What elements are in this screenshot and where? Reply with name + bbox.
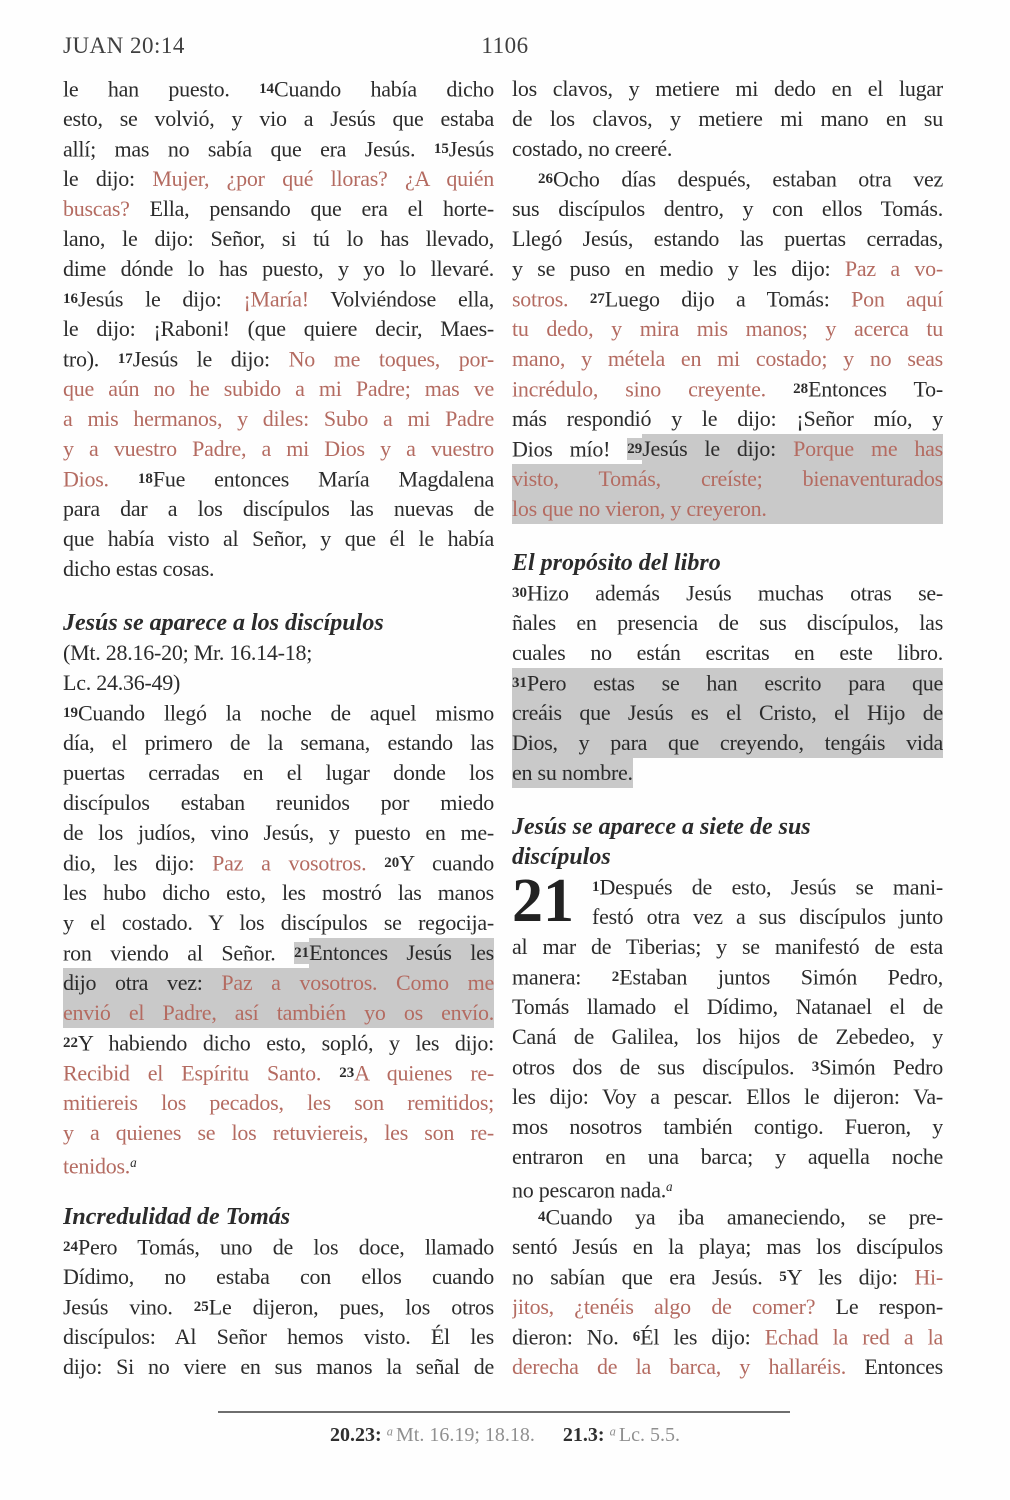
spacer (512, 524, 943, 548)
text-line (63, 194, 494, 224)
text-line (63, 104, 494, 134)
text-line (63, 878, 494, 908)
text-line (512, 104, 943, 134)
text-line (63, 1118, 494, 1148)
verse-number: 21 (294, 942, 309, 964)
text-line (512, 668, 943, 698)
spacer (63, 1178, 494, 1202)
body-text: dime dónde lo has puesto, y yo lo llevaré. (63, 256, 494, 281)
body-text: esto, se volvió, y vio a Jesús que estaba (63, 106, 494, 131)
text-line (512, 434, 943, 464)
text-line (512, 1322, 943, 1352)
text-line (63, 74, 494, 104)
body-text: mos nosotros también contigo. Fueron, y (512, 1114, 943, 1139)
verse-number: 19 (63, 705, 78, 721)
text-line (63, 1352, 494, 1382)
red-letter-text: Mujer, ¿por qué lloras? ¿A quién (152, 166, 494, 191)
body-text: Luego dijo a Tomás: (604, 286, 852, 312)
text-line (512, 962, 943, 992)
verse-number: 1 (592, 879, 600, 895)
text-column-right (512, 74, 943, 1382)
footnote-marker: a (386, 1424, 396, 1438)
red-letter-text: tu dedo, y mira mis manos; y acerca tu (512, 316, 943, 341)
body-text: Simón Pedro (819, 1054, 943, 1080)
body-text: creáis que Jesús es el Cristo, el Hijo de (512, 700, 943, 725)
body-text: otros dos de sus discípulos. (512, 1054, 812, 1080)
red-letter-text: a mis hermanos, y diles: Subo a mi Padre (63, 406, 494, 431)
body-text: dio, les dijo: (63, 850, 213, 876)
body-text: Ocho días después, estaban otra vez (552, 166, 943, 192)
text-line (63, 1058, 494, 1088)
text-line (63, 134, 494, 164)
body-text: que había visto al Señor, y que él le había (63, 526, 494, 551)
footnote-verse-ref: 20.23: (330, 1423, 387, 1446)
body-text: ñales en presencia de sus discípulos, las (512, 610, 943, 635)
body-text: le dijo: (63, 166, 153, 191)
red-letter-text: jitos, ¿tenéis algo de comer? (512, 1294, 836, 1319)
text-line (512, 1232, 943, 1262)
text-line (512, 494, 943, 524)
red-letter-text: Hi- (914, 1264, 943, 1290)
body-text: en su nombre. (512, 758, 633, 788)
red-letter-text: mano, y métela en mi costado; y no seas (512, 346, 943, 371)
body-text: y se puso en medio y les dijo: (512, 256, 845, 281)
body-text: dijo otra vez: (63, 970, 222, 995)
red-letter-text: derecha de la barca, y hallaréis. (512, 1354, 865, 1379)
text-line (512, 1022, 943, 1052)
body-text: Después de esto, Jesús se mani- (599, 874, 943, 900)
body-text: dieron: No. (512, 1324, 633, 1350)
body-text: Dios, y para que creyendo, tengáis vida (512, 730, 943, 755)
body-text: Jesús le dijo: (77, 286, 244, 312)
body-text: al mar de Tiberias; y se manifestó de esta (512, 934, 943, 959)
body-text: Entonces (864, 1354, 943, 1379)
body-text: discípulos: Al Señor hemos visto. Él les (63, 1324, 494, 1349)
body-text: no sabían que era Jesús. (512, 1264, 780, 1290)
body-text: de los judíos, vino Jesús, y puesto en me- (63, 820, 494, 845)
verse-number: 22 (63, 1035, 78, 1051)
text-line (592, 872, 943, 902)
text-line (63, 788, 494, 818)
section-heading: El propósito del libro (512, 550, 721, 576)
body-text: más respondió y le dijo: ¡Señor mío, y (512, 406, 943, 431)
body-text: para dar a los discípulos las nuevas de (63, 496, 494, 521)
footnote-cross-reference: Mt. 16.19; 18.18. (396, 1423, 535, 1446)
body-text: le dijo: ¡Raboni! (que quiere decir, Maes- (63, 316, 494, 341)
red-letter-text: visto, Tomás, creíste; bienaventurados (512, 466, 943, 491)
body-text: Y les dijo: (786, 1264, 915, 1290)
body-text: Dios mío! (512, 436, 628, 462)
spacer (512, 788, 943, 812)
text-line (512, 194, 943, 224)
body-text: tro). (63, 346, 118, 372)
text-line (63, 284, 494, 314)
text-line (63, 1088, 494, 1118)
red-letter-text: Recibid el Espíritu Santo. (63, 1060, 340, 1086)
text-line (63, 818, 494, 848)
text-line (63, 314, 494, 344)
body-text: Entonces Jesús les (309, 938, 494, 968)
red-letter-text: Paz a vosotros. (212, 850, 385, 876)
section-heading: Jesús se aparece a siete de sus (512, 814, 811, 840)
text-line (512, 374, 943, 404)
text-line (512, 1202, 943, 1232)
text-line (512, 608, 943, 638)
text-line (63, 374, 494, 404)
text-line (63, 494, 494, 524)
text-line (512, 1292, 943, 1322)
chapter-number-drop-cap: 21 (512, 867, 574, 935)
body-text: costado, no creeré. (512, 136, 673, 161)
text-line (512, 164, 943, 194)
verse-number: 5 (779, 1269, 787, 1285)
text-line (63, 1232, 494, 1262)
body-text: Hizo además Jesús muchas otras se- (526, 580, 943, 606)
red-letter-text: Pon aquí (851, 286, 943, 312)
verse-number: 28 (793, 381, 809, 397)
parallel-passage-refs: (Mt. 28.16-20; Mr. 16.14-18; (63, 640, 313, 665)
body-text: día, el primero de la semana, estando las (63, 730, 494, 755)
text-line (512, 1262, 943, 1292)
text-line (63, 1262, 494, 1292)
red-letter-text: A quienes re- (354, 1060, 494, 1086)
text-line (63, 698, 494, 728)
text-line (63, 848, 494, 878)
text-line (512, 344, 943, 374)
body-text: Llegó Jesús, estando las puertas cerradas, (512, 226, 943, 251)
red-letter-text: Echad la red a la (764, 1324, 943, 1350)
text-line (512, 992, 943, 1022)
text-line (63, 1292, 494, 1322)
body-text: sus discípulos dentro, y con ellos Tomás. (512, 196, 943, 221)
red-letter-text: Dios. (63, 466, 138, 492)
red-letter-text: No me toques, por- (288, 346, 494, 372)
verse-number: 17 (117, 351, 133, 367)
footnote-marker: a (609, 1424, 619, 1438)
verse-number: 18 (137, 471, 153, 487)
text-line (63, 404, 494, 434)
body-text: Entonces To- (808, 376, 943, 402)
text-line (63, 998, 494, 1028)
text-line (512, 284, 943, 314)
red-letter-text: Paz a vosotros. Como me (221, 970, 494, 995)
text-line (512, 1082, 943, 1112)
section-heading: discípulos (512, 844, 611, 870)
footnote-references (0, 1418, 1010, 1448)
text-line (512, 74, 943, 104)
verse-number: 30 (512, 585, 527, 601)
verse-number: 29 (627, 438, 642, 460)
body-text: de los clavos, y metiere mi mano en su (512, 106, 943, 131)
text-line (63, 344, 494, 374)
text-line (63, 1028, 494, 1058)
text-line (63, 224, 494, 254)
text-line (63, 434, 494, 464)
text-line (63, 254, 494, 284)
verse-number: 24 (63, 1239, 78, 1255)
text-line (512, 464, 943, 494)
red-letter-text: que aún no he subido a mi Padre; mas ve (63, 376, 494, 401)
text-line (63, 464, 494, 494)
body-text: puertas cerradas en el lugar donde los (63, 760, 494, 785)
body-text: dijo: Si no viere en sus manos la señal de (63, 1354, 494, 1379)
body-text: lano, le dijo: Señor, si tú lo has llevado, (63, 226, 494, 251)
body-text: ron viendo al Señor. (63, 940, 295, 966)
page-number: 1106 (481, 33, 529, 58)
verse-number: 27 (589, 291, 605, 307)
red-letter-text: ¡María! (243, 286, 309, 312)
red-letter-text: Porque me has (793, 434, 943, 464)
body-text: Ella, pensando que era el horte- (129, 196, 494, 221)
body-text: Le respon- (835, 1294, 943, 1319)
body-text: Jesús vino. (63, 1294, 194, 1320)
body-text: Cuando llegó la noche de aquel mismo (77, 700, 494, 726)
red-letter-text: envió el Padre, así también yo os envío. (63, 1000, 494, 1025)
body-text: Pero Tomás, uno de los doce, llamado (77, 1234, 494, 1260)
footnote-ref (330, 1424, 535, 1446)
text-line (512, 1352, 943, 1382)
body-text: manera: (512, 964, 612, 990)
text-line (512, 224, 943, 254)
body-text: Él les dijo: (640, 1324, 765, 1350)
red-letter-text: tenidos. (63, 1153, 131, 1178)
text-line (63, 728, 494, 758)
body-text: Cuando había dicho (274, 76, 494, 102)
red-letter-text: y a quienes se los retuviereis, les son re- (63, 1120, 494, 1145)
red-letter-text: Paz a vo- (844, 256, 943, 281)
section-heading: Jesús se aparece a los discípulos (63, 610, 384, 636)
text-line (512, 698, 943, 728)
body-text: festó otra vez a sus discípulos junto (592, 904, 943, 929)
body-text: Jesús (448, 136, 494, 162)
body-text: Dídimo, no estaba con ellos cuando (63, 1264, 494, 1289)
text-line (512, 932, 943, 962)
text-line (512, 758, 943, 788)
text-line (63, 1322, 494, 1352)
text-line (63, 938, 494, 968)
verse-number: 15 (433, 141, 449, 157)
body-text: Volviéndose ella, (308, 286, 494, 312)
red-letter-text: mitiereis los pecados, les son remitidos; (63, 1090, 494, 1115)
verse-number: 20 (384, 855, 400, 871)
body-text: Fue entonces María Magdalena (152, 466, 494, 492)
text-line (512, 728, 943, 758)
text-line (63, 908, 494, 938)
text-line (512, 134, 943, 164)
body-text: Pero estas se han escrito para que (526, 670, 943, 696)
red-letter-text: buscas? (63, 196, 130, 221)
text-line (63, 554, 494, 584)
footnote-divider-rule (218, 1411, 790, 1413)
red-letter-text: los que no vieron, y creyeron. (512, 496, 767, 521)
body-text: Jesús le dijo: (132, 346, 289, 372)
body-text: Caná de Galilea, los hijos de Zebedeo, y (512, 1024, 943, 1049)
verse-number: 2 (611, 969, 620, 985)
verse-number: 31 (512, 675, 527, 691)
text-line (512, 404, 943, 434)
text-line (512, 254, 943, 284)
verse-number: 4 (538, 1209, 546, 1225)
text-line (63, 524, 494, 554)
footnote-marker: a (130, 1155, 137, 1170)
footnote-cross-reference: Lc. 5.5. (618, 1423, 680, 1446)
body-text: allí; mas no sabía que era Jesús. (63, 136, 434, 162)
text-line (512, 1052, 943, 1082)
body-text: los clavos, y metiere mi dedo en el lugar (512, 76, 943, 101)
verse-number: 6 (632, 1329, 641, 1345)
text-line (63, 968, 494, 998)
body-text: sentó Jesús en la playa; mas los discípulos (512, 1234, 943, 1259)
body-text: Jesús le dijo: (642, 434, 793, 464)
footnote-ref (563, 1424, 680, 1446)
body-text: Estaban juntos Simón Pedro, (619, 964, 943, 990)
body-text: Y habiendo dicho esto, sopló, y les dijo: (77, 1030, 494, 1056)
body-text: entraron en una barca; y aquella noche (512, 1144, 943, 1169)
text-column-left (63, 74, 494, 1382)
text-line (63, 1148, 494, 1178)
text-line (512, 1172, 943, 1202)
body-text: Le dijeron, pues, los otros (208, 1294, 494, 1320)
verse-number: 26 (538, 171, 553, 187)
text-line (512, 578, 943, 608)
spacer (63, 584, 494, 608)
body-text: les dijo: Voy a pescar. Ellos le dijeron: Va- (512, 1084, 943, 1109)
footnote-verse-ref: 21.3: (562, 1423, 610, 1446)
body-text: Tomás llamado el Dídimo, Natanael el de (512, 994, 943, 1019)
text-line (512, 1112, 943, 1142)
text-line (512, 638, 943, 668)
verse-number: 3 (811, 1059, 820, 1075)
body-text: dicho estas cosas. (63, 556, 215, 581)
footnote-marker: a (665, 1179, 673, 1194)
text-line (512, 314, 943, 344)
body-text: le han puesto. (63, 76, 260, 102)
body-text: no pescaron nada. (512, 1177, 666, 1202)
body-text: cuales no están escritas en este libro. (512, 640, 943, 665)
text-line (63, 758, 494, 788)
body-text: les hubo dicho esto, les mostró las manos (63, 880, 494, 905)
body-text: Y cuando (399, 850, 494, 876)
verse-number: 14 (259, 81, 275, 97)
running-head-book-chapter-verse: JUAN 20:14 (63, 33, 185, 58)
text-line (512, 1142, 943, 1172)
verse-number: 16 (63, 291, 78, 307)
body-text: discípulos estaban reunidos por miedo (63, 790, 494, 815)
parallel-passage-refs: Lc. 24.36-49) (63, 670, 181, 695)
section-heading: Incredulidad de Tomás (63, 1204, 291, 1230)
verse-number: 23 (339, 1065, 355, 1081)
verse-number: 25 (193, 1299, 209, 1315)
red-letter-text: sotros. (512, 286, 590, 312)
red-letter-text: y a vuestro Padre, a mi Dios y a vuestro (63, 436, 494, 461)
body-text: y el costado. Y los discípulos se regocija- (63, 910, 494, 935)
body-text: Cuando ya iba amaneciendo, se pre- (545, 1204, 943, 1230)
text-line (592, 902, 943, 932)
red-letter-text: incrédulo, sino creyente. (512, 376, 794, 402)
text-line (63, 164, 494, 194)
